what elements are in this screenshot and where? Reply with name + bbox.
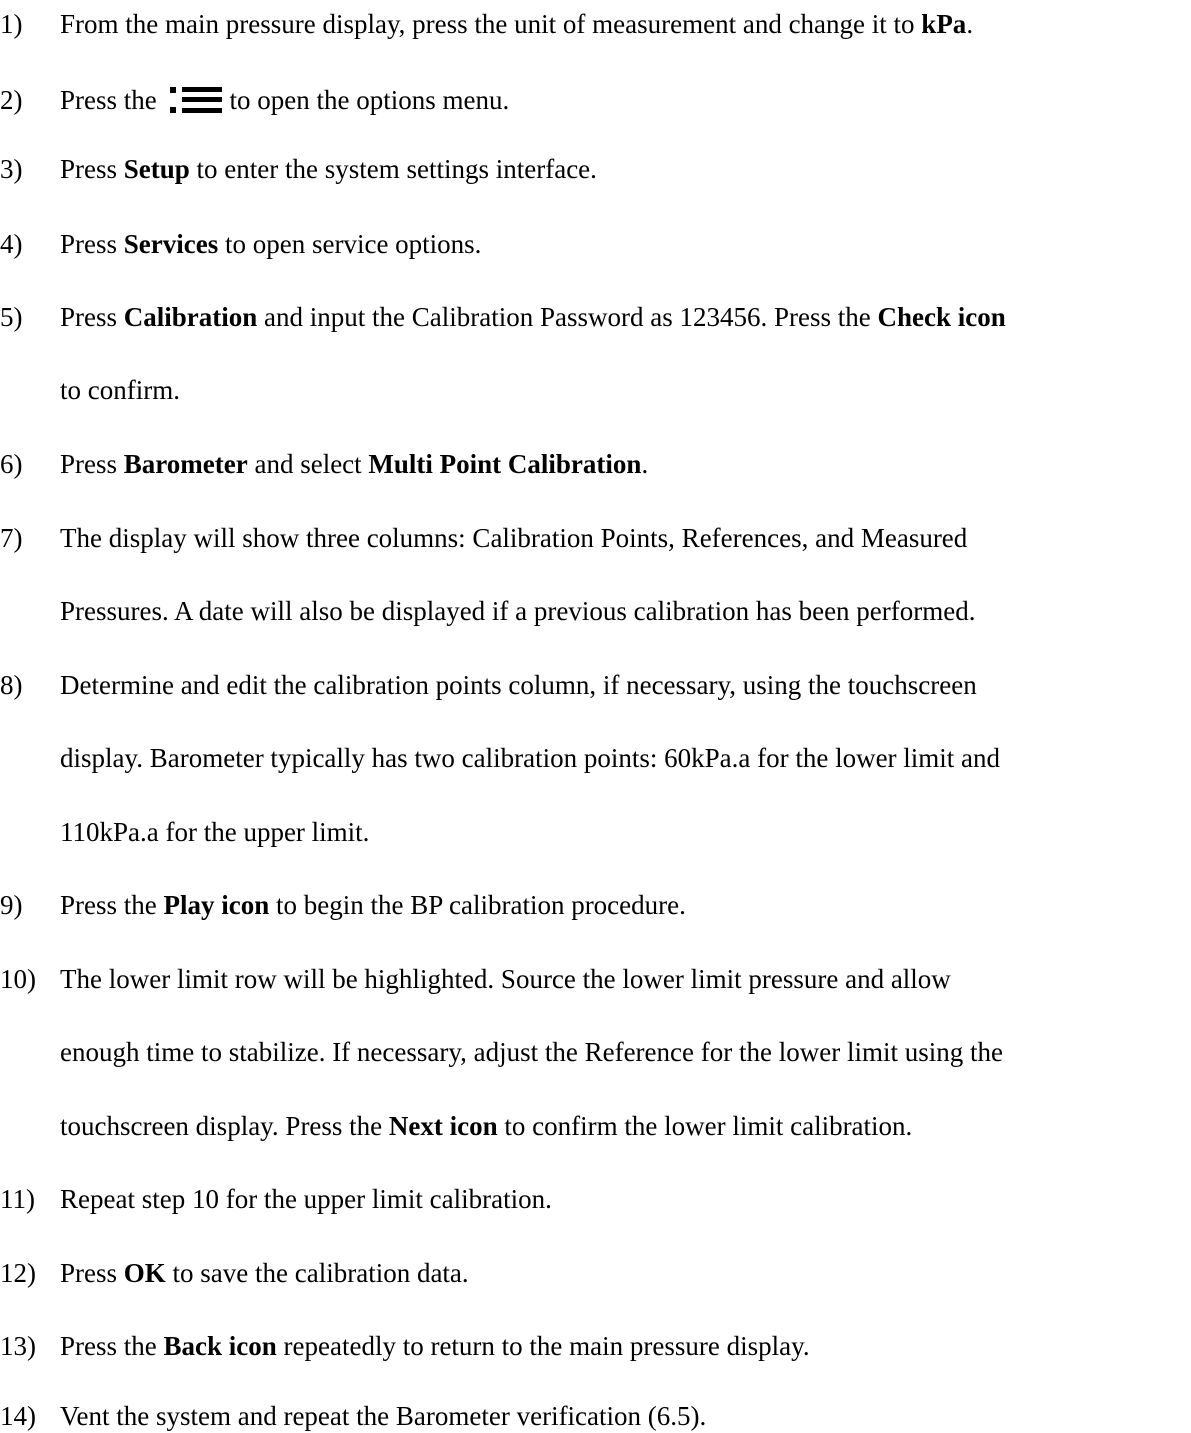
step-8-continuation-2: 110kPa.a for the upper limit. bbox=[60, 817, 370, 847]
step-7-continuation: Pressures. A date will also be displayed if a previous calibration has been performed. bbox=[60, 596, 976, 626]
step-5-continuation: to confirm. bbox=[60, 375, 180, 405]
step-text: Vent the system and repeat the Barometer verification (6.5). bbox=[60, 1401, 707, 1431]
step-number: 10) bbox=[0, 964, 36, 994]
step-text: Press Calibration and input the Calibration Password as 123456. Press the Check icon bbox=[60, 302, 1006, 332]
step-text: The display will show three columns: Calibration Points, References, and Measured bbox=[60, 523, 968, 553]
step-number: 6) bbox=[0, 449, 23, 479]
step-number: 5) bbox=[0, 302, 23, 332]
step-8-continuation-1: display. Barometer typically has two calibration points: 60kPa.a for the lower limit and bbox=[60, 743, 1001, 773]
step-number: 12) bbox=[0, 1258, 36, 1288]
step-10-continuation-2: touchscreen display. Press the Next icon to confirm the lower limit calibration. bbox=[60, 1111, 913, 1141]
step-number: 2) bbox=[0, 85, 23, 115]
step-text: Press Barometer and select Multi Point Calibration. bbox=[60, 449, 649, 479]
step-text: Press Services to open service options. bbox=[60, 229, 482, 259]
step-number: 1) bbox=[0, 9, 23, 39]
step-text: From the main pressure display, press the unit of measurement and change it to kPa. bbox=[60, 9, 974, 39]
step-text: The lower limit row will be highlighted. Source the lower limit pressure and allow bbox=[60, 964, 951, 994]
step-number: 14) bbox=[0, 1401, 36, 1431]
step-number: 3) bbox=[0, 154, 23, 184]
step-text: Repeat step 10 for the upper limit calibration. bbox=[60, 1184, 552, 1214]
step-10-continuation-1: enough time to stabilize. If necessary, adjust the Reference for the lower limit using the bbox=[60, 1037, 1003, 1067]
step-text: Press the Back icon repeatedly to return to the main pressure display. bbox=[60, 1331, 810, 1361]
step-number: 4) bbox=[0, 229, 23, 259]
step-text: Press the to open the options menu. bbox=[60, 85, 510, 115]
step-text: Press OK to save the calibration data. bbox=[60, 1258, 469, 1288]
menu-list-icon bbox=[168, 85, 224, 115]
step-number: 7) bbox=[0, 523, 23, 553]
step-number: 8) bbox=[0, 670, 23, 700]
step-text: Press the Play icon to begin the BP calibration procedure. bbox=[60, 890, 686, 920]
step-text: Press Setup to enter the system settings interface. bbox=[60, 154, 597, 184]
step-text: Determine and edit the calibration points column, if necessary, using the touchscreen bbox=[60, 670, 977, 700]
step-number: 9) bbox=[0, 890, 23, 920]
step-number: 13) bbox=[0, 1331, 36, 1361]
step-number: 11) bbox=[0, 1184, 35, 1214]
